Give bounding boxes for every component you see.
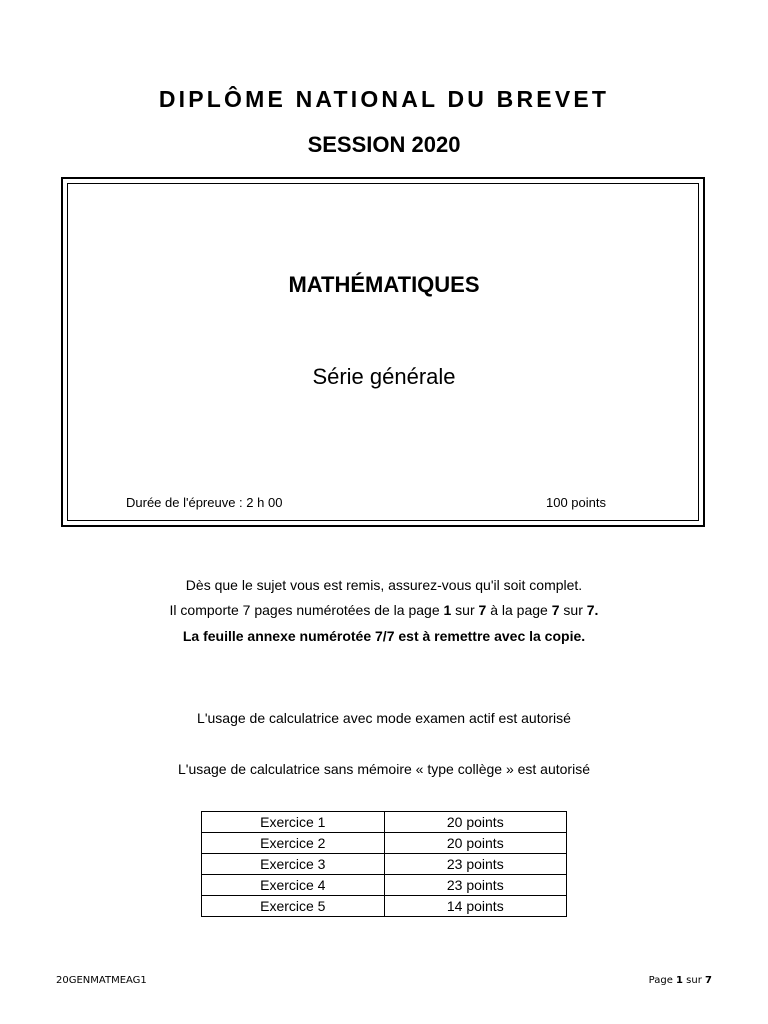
page-current: 1: [676, 975, 683, 986]
exam-duration: Durée de l'épreuve : 2 h 00: [126, 495, 283, 510]
instruction-line-3: La feuille annexe numérotée 7/7 est à remettre avec la copie.: [182, 628, 586, 644]
instruction-total-2: 7.: [586, 602, 599, 618]
subject-title: MATHÉMATIQUES: [288, 272, 480, 297]
instruction-line-2-mid: à la page: [486, 602, 552, 618]
exercise-name: Exercice 3: [202, 854, 385, 875]
exercise-name: Exercice 1: [202, 812, 385, 833]
instruction-sur-1: sur: [451, 602, 479, 618]
exercise-points: 20 points: [384, 812, 566, 833]
instruction-line-2: [0, 602, 768, 618]
instruction-total-1: 7: [478, 602, 487, 618]
exercise-points: 23 points: [384, 854, 566, 875]
calculator-rule-1: L'usage de calculatrice avec mode examen actif est autorisé: [197, 710, 571, 726]
exercise-points: 14 points: [384, 896, 566, 917]
instruction-line-2-prefix: Il comporte 7 pages numérotées de la page: [169, 602, 444, 618]
subject-box-inner-frame: [67, 183, 699, 521]
table-row: [202, 854, 567, 875]
table-row: [202, 812, 567, 833]
page-number: [649, 975, 712, 986]
instruction-line-1: Dès que le sujet vous est remis, assurez-vous qu'il soit complet.: [185, 577, 583, 593]
instruction-last-page: 7: [551, 602, 560, 618]
page-sur: sur: [683, 975, 706, 986]
table-row: [202, 875, 567, 896]
total-points: 100 points: [546, 495, 606, 510]
exercise-points-table: [201, 811, 567, 917]
instruction-sur-2: sur: [559, 602, 587, 618]
session-title: SESSION 2020: [307, 132, 461, 157]
table-row: [202, 833, 567, 854]
series-title: Série générale: [312, 364, 456, 389]
exercise-name: Exercice 4: [202, 875, 385, 896]
exercise-points: 20 points: [384, 833, 566, 854]
calculator-rule-2: L'usage de calculatrice sans mémoire « type collège » est autorisé: [177, 761, 590, 777]
document-code: 20GENMATMEAG1: [56, 975, 147, 986]
exercise-name: Exercice 5: [202, 896, 385, 917]
table-row: [202, 896, 567, 917]
exercise-points: 23 points: [384, 875, 566, 896]
page-total: 7: [705, 975, 712, 986]
exercise-name: Exercice 2: [202, 833, 385, 854]
instruction-first-page: 1: [443, 602, 452, 618]
diploma-title: DIPLÔME NATIONAL DU BREVET: [158, 86, 610, 112]
page-prefix: Page: [648, 975, 677, 986]
